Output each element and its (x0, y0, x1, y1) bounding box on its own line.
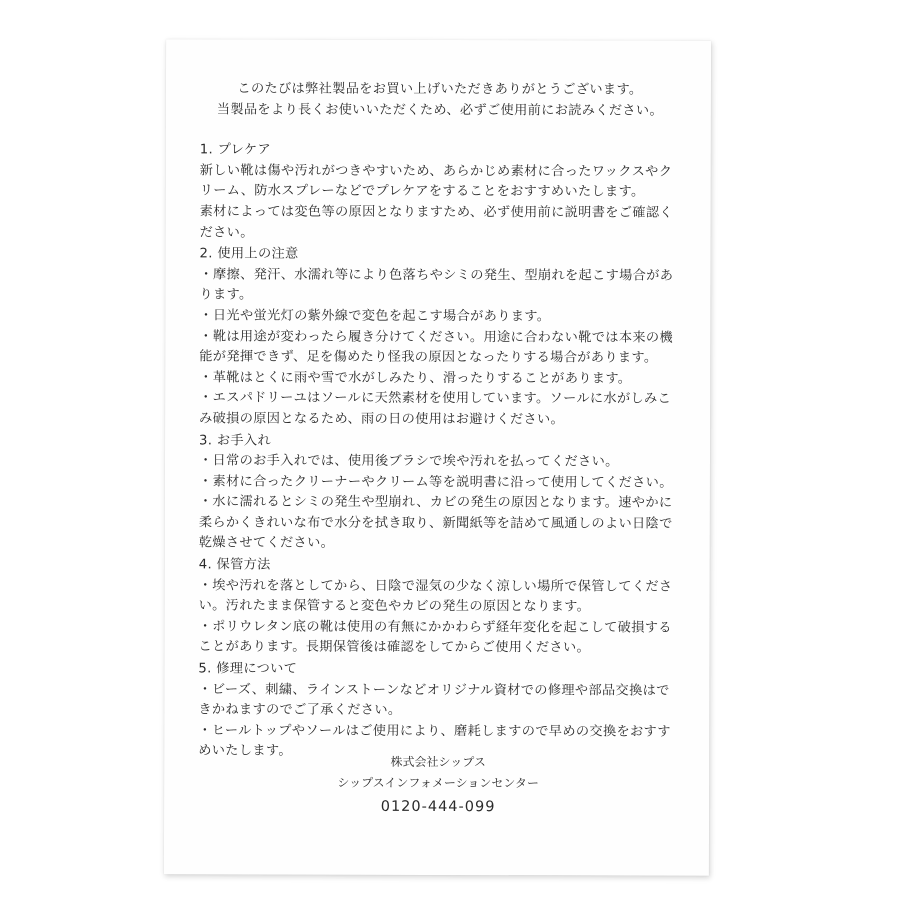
section-heading: 3. お手入れ (199, 432, 272, 449)
section-paragraph: 素材によっては変色等の原因となりますため、必ず使用前に説明書をご確認ください。 (199, 204, 673, 241)
section-paragraph: 新しい靴は傷や汚れがつきやすいため、あらかじめ素材に合ったワックスやクリーム、防水スプレーなどでプレケアをすることをおすすめいたします。 (199, 163, 673, 200)
intro (200, 79, 680, 121)
company-name: 株式会社シップス (390, 754, 486, 770)
section-paragraph: ・靴は用途が変わったら履き分けてください。用途に合わない靴では本来の機能が発揮できず、足を傷めたり怪我の原因となったりする場合があります。 (199, 328, 674, 366)
phone-number: 0120-444-099 (380, 798, 496, 816)
section-paragraph: ・ヒールトップやソールはご使用により、磨耗しますので早めの交換をおすすめいたします。 (198, 723, 671, 760)
section-care (199, 431, 679, 556)
section-heading: 1. プレケア (199, 142, 272, 158)
section-heading: 2. 使用上の注意 (199, 246, 299, 262)
section-paragraph: ・埃や汚れを落としてから、日陰で湿気の少なく涼しい場所で保管してください。汚れたまま保管すると変色やカビの発生の原因となります。 (198, 578, 673, 615)
intro-line-1: このたびは弊社製品をお買い上げいただきありがとうございます。 (237, 81, 643, 98)
card-footer (198, 751, 678, 818)
section-repair (198, 659, 678, 763)
section-paragraph: ・水に濡れるとシミの発生や型崩れ、カビの発生の原因となります。速やかに柔らかくきれいな布で水分を拭き取り、新聞紙等を詰めて風通しのよい日陰で乾燥させてください。 (198, 494, 673, 552)
section-paragraph: ・日光や蛍光灯の紫外線で変色を起こす場合があります。 (199, 308, 551, 325)
section-heading: 5. 修理について (198, 661, 298, 677)
section-paragraph: ・革靴はとくに雨や雪で水がしみたり、滑ったりすることがあります。 (199, 370, 632, 387)
section-usage-notes (199, 245, 679, 432)
information-center: シップスインフォメーションセンター (337, 775, 539, 790)
section-paragraph: ・摩擦、発汗、水濡れ等により色落ちやシミの発生、型崩れを起こす場合があります。 (199, 267, 674, 303)
section-storage (198, 555, 678, 659)
intro-line-2: 当製品をより長くお使いいただくため、必ずご使用前にお読みください。 (216, 102, 664, 119)
section-precare (200, 141, 680, 245)
section-paragraph: ・ポリウレタン底の靴は使用の有無にかかわらず経年変化を起こして破損することがあります。長期保管後は確認をしてからご使用ください。 (198, 619, 672, 656)
section-paragraph: ・素材に合ったクリーナーやクリーム等を説明書に沿って使用してください。 (198, 474, 673, 491)
section-paragraph: ・エスパドリーユはソールに天然素材を使用しています。ソールに水がしみこみ破損の原因となるため、雨の日の使用はお避けください。 (199, 390, 672, 428)
section-paragraph: ・ビーズ、刺繍、ラインストーンなどオリジナル資材での修理や部品交換はできかねますのでご了承ください。 (198, 681, 670, 719)
section-paragraph: ・日常のお手入れでは、使用後ブラシで埃や汚れを払ってください。 (198, 453, 619, 470)
instruction-card (164, 39, 711, 875)
card-content (198, 79, 680, 764)
section-heading: 4. 保管方法 (198, 557, 271, 573)
